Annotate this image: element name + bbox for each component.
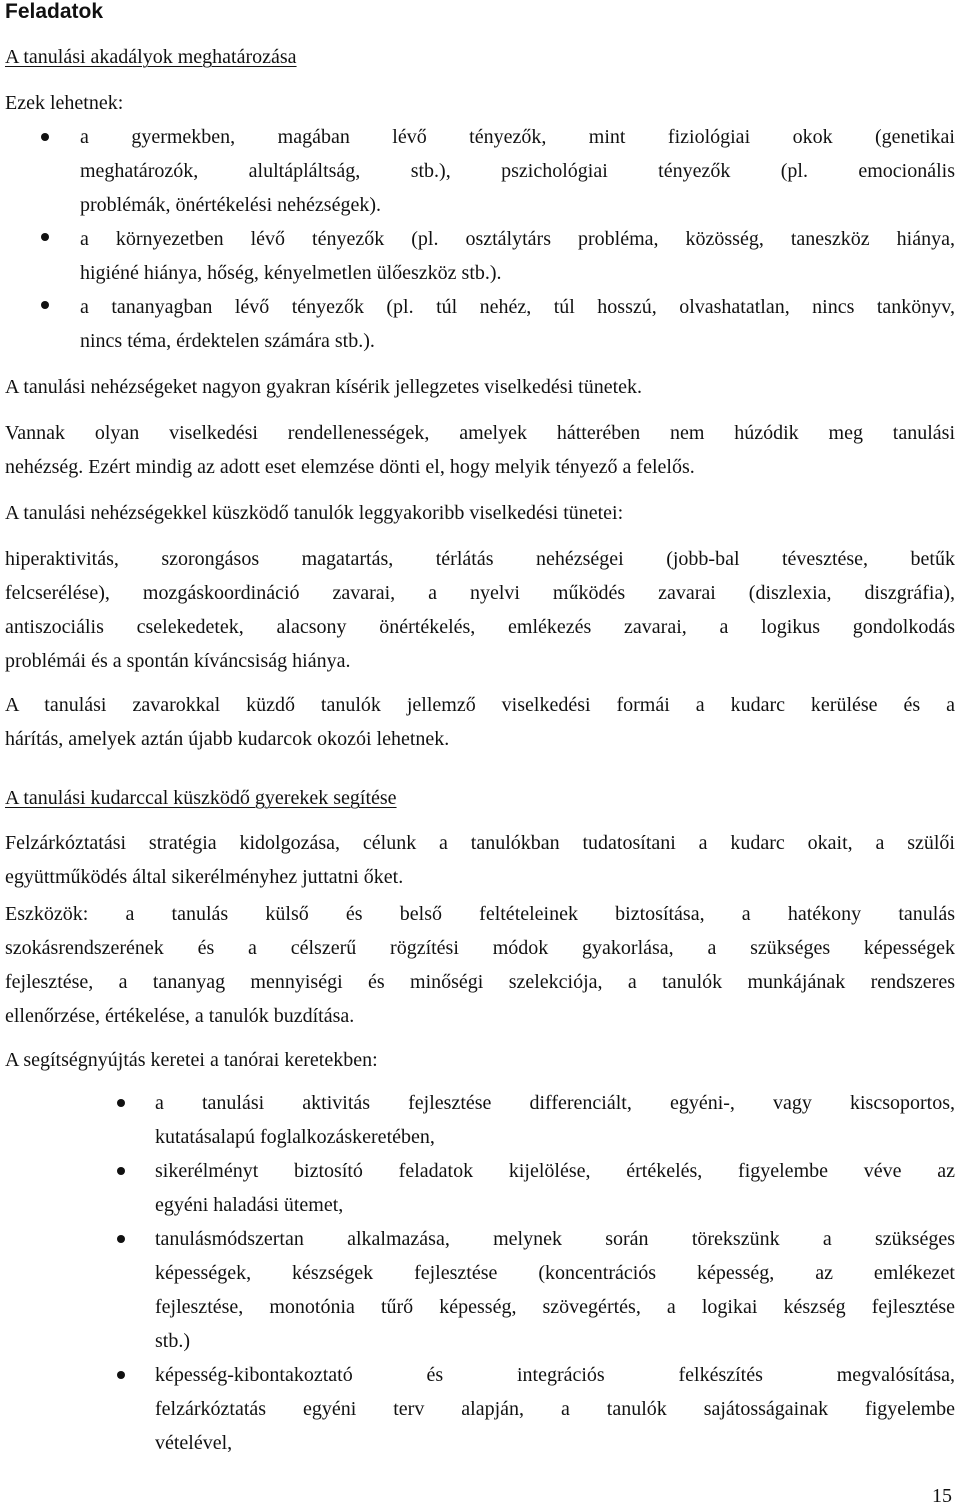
paragraph-line: hárítás, amelyek aztán újabb kudarcok okozói lehetnek.: [5, 728, 450, 750]
page-number: 15: [932, 1485, 952, 1507]
paragraph-line: Vannak olyan viselkedési rendellenességek, amelyek hátterében nem húzódik meg tanulási: [5, 422, 955, 444]
bullet-line: a környezetben lévő tényezők (pl. osztálytárs probléma, közösség, taneszköz hiánya,: [80, 228, 955, 250]
page-heading: Feladatok: [5, 0, 104, 23]
paragraph-line: problémái és a spontán kíváncsiság hiánya.: [5, 650, 351, 672]
paragraph: A segítségnyújtás keretei a tanórai keretekben:: [5, 1049, 378, 1071]
bullet-line: kutatásalapú foglalkozáskeretében,: [155, 1126, 435, 1148]
paragraph-line: fejlesztése, a tananyag mennyiségi és minőségi szelekciója, a tanulók munkájának rendszeres: [5, 971, 955, 993]
paragraph-line: A tanulási zavarokkal küzdő tanulók jellemző viselkedési formái a kudarc kerülése és a: [5, 694, 955, 716]
bullet-dot: [41, 301, 49, 309]
bullet-line: meghatározók, alultápláltság, stb.), pszichológiai tényezők (pl. emocionális: [80, 160, 955, 182]
section-title-support: A tanulási kudarccal küszködő gyerekek segítése: [5, 787, 397, 809]
paragraph-line: antiszociális cselekedetek, alacsony önértékelés, emlékezés zavarai, a logikus gondolkodás: [5, 616, 955, 638]
bullet-dot: [117, 1167, 125, 1175]
bullet-line: képességek, készségek fejlesztése (koncentrációs képesség, az emlékezet: [155, 1262, 955, 1284]
bullet-dot: [117, 1235, 125, 1243]
bullet-line: a tananyagban lévő tényezők (pl. túl nehéz, túl hosszú, olvashatatlan, nincs tankönyv,: [80, 296, 955, 318]
bullet-dot: [41, 233, 49, 241]
paragraph-line: Felzárkóztatási stratégia kidolgozása, célunk a tanulókban tudatosítani a kudarc okait, a szülői: [5, 832, 955, 854]
paragraph-line: együttműködés által sikerélményhez juttatni őket.: [5, 866, 404, 888]
bullet-line: vételével,: [155, 1432, 233, 1454]
bullet-line: felzárkóztatás egyéni terv alapján, a tanulók sajátosságainak figyelembe: [155, 1398, 955, 1420]
paragraph-line: Eszközök: a tanulás külső és belső feltételeinek biztosítása, a hatékony tanulás: [5, 903, 955, 925]
bullet-line: nincs téma, érdektelen számára stb.).: [80, 330, 375, 352]
bullet-line: tanulásmódszertan alkalmazása, melynek során törekszünk a szükséges: [155, 1228, 955, 1250]
bullet-line: problémák, önértékelési nehézségek).: [80, 194, 381, 216]
bullet-line: képesség-kibontakoztató és integrációs felkészítés megvalósítása,: [155, 1364, 955, 1386]
paragraph-line: felcserélése), mozgáskoordináció zavarai, a nyelvi működés zavarai (diszlexia, diszgráfia),: [5, 582, 955, 604]
bullet-line: a tanulási aktivitás fejlesztése differenciált, egyéni-, vagy kiscsoportos,: [155, 1092, 955, 1114]
bullet-line: higiéné hiánya, hőség, kényelmetlen ülőeszköz stb.).: [80, 262, 502, 284]
bullet-line: sikerélményt biztosító feladatok kijelölése, értékelés, figyelembe véve az: [155, 1160, 955, 1182]
bullet-dot: [117, 1371, 125, 1379]
section-title-obstacles: A tanulási akadályok meghatározása: [5, 46, 297, 68]
bullet-dot: [41, 133, 49, 141]
paragraph-line: hiperaktivitás, szorongásos magatartás, térlátás nehézségei (jobb-bal tévesztése, betűk: [5, 548, 955, 570]
bullet-dot: [117, 1099, 125, 1107]
paragraph: A tanulási nehézségeket nagyon gyakran kísérik jellegzetes viselkedési tünetek.: [5, 376, 643, 398]
paragraph-line: nehézség. Ezért mindig az adott eset elemzése dönti el, hogy melyik tényező a felelős.: [5, 456, 695, 478]
intro-text: Ezek lehetnek:: [5, 92, 124, 114]
paragraph-line: szokásrendszerének és a célszerű rögzítési módok gyakorlása, a szükséges képességek: [5, 937, 955, 959]
bullet-line: fejlesztése, monotónia tűrő képesség, szövegértés, a logikai készség fejlesztése: [155, 1296, 955, 1318]
bullet-line: stb.): [155, 1330, 190, 1352]
bullet-line: a gyermekben, magában lévő tényezők, mint fiziológiai okok (genetikai: [80, 126, 955, 148]
paragraph-line: ellenőrzése, értékelése, a tanulók buzdítása.: [5, 1005, 355, 1027]
paragraph: A tanulási nehézségekkel küszködő tanulók leggyakoribb viselkedési tünetei:: [5, 502, 624, 524]
bullet-line: egyéni haladási ütemet,: [155, 1194, 344, 1216]
